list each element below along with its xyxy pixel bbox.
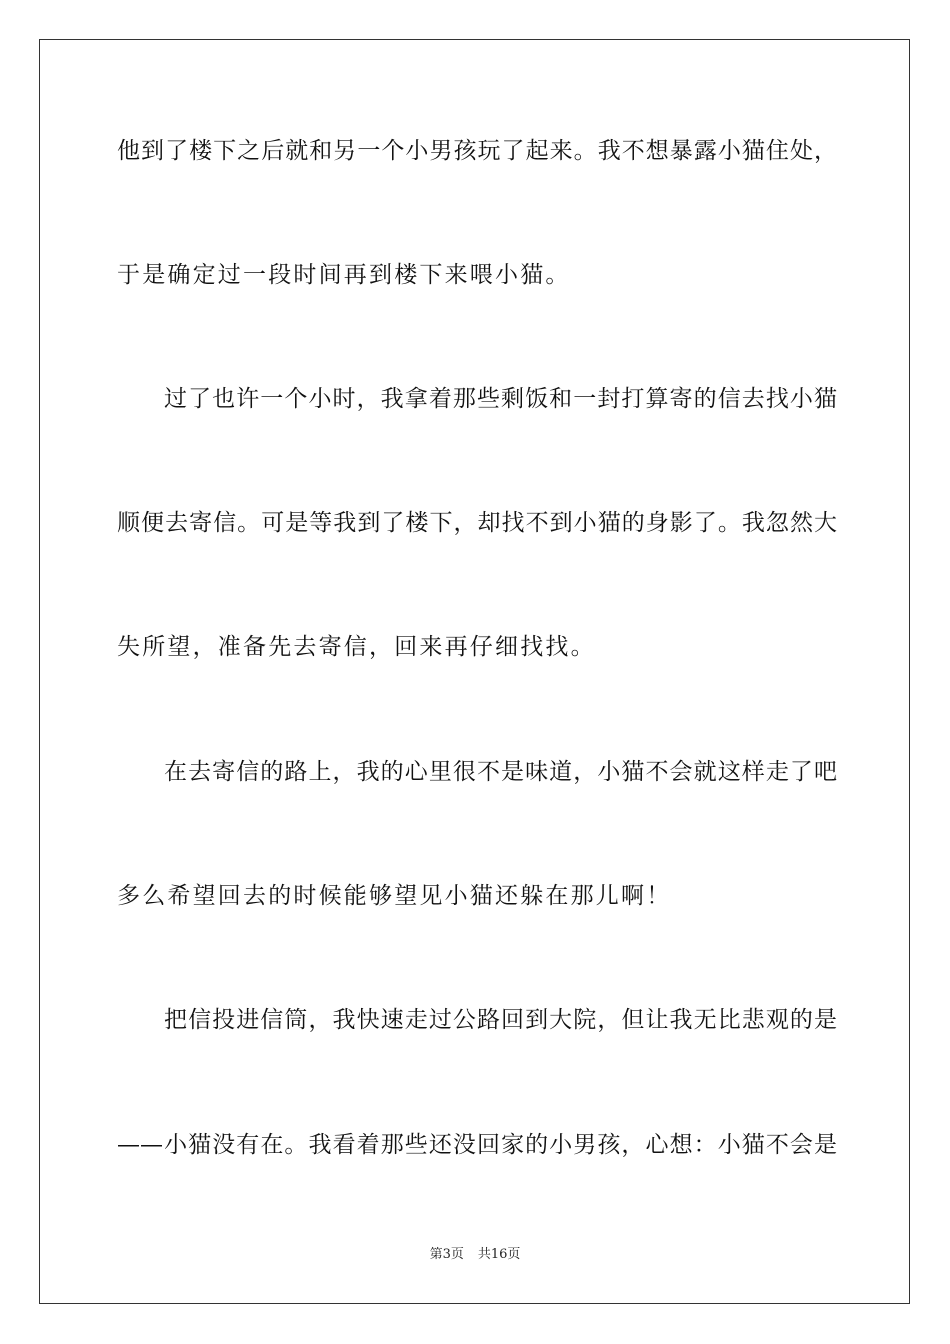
text-line: 失所望，准备先去寄信，回来再仔细找找。 <box>117 634 596 660</box>
page-footer <box>0 1246 950 1264</box>
text-line: 把信投进信筒，我快速走过公路回到大院，但让我无比悲观的是 <box>164 1007 837 1033</box>
text-line: 在去寄信的路上，我的心里很不是味道，小猫不会就这样走了吧 <box>164 759 837 785</box>
text-line: 他到了楼下之后就和另一个小男孩玩了起来。我不想暴露小猫住处， <box>117 138 837 164</box>
text-line: 于是确定过一段时间再到楼下来喂小猫。 <box>117 262 571 288</box>
text-line: 顺便去寄信。可是等我到了楼下，却找不到小猫的身影了。我忽然大 <box>117 510 837 536</box>
page-total: 共16页 <box>477 1247 521 1262</box>
page-border <box>39 39 910 1304</box>
text-line: 过了也许一个小时，我拿着那些剩饭和一封打算寄的信去找小猫 <box>164 386 837 412</box>
page-number: 第3页 <box>429 1247 464 1262</box>
text-line: ——小猫没有在。我看着那些还没回家的小男孩，心想：小猫不会是 <box>117 1132 837 1158</box>
text-line: 多么希望回去的时候能够望见小猫还躲在那儿啊！ <box>117 883 672 909</box>
